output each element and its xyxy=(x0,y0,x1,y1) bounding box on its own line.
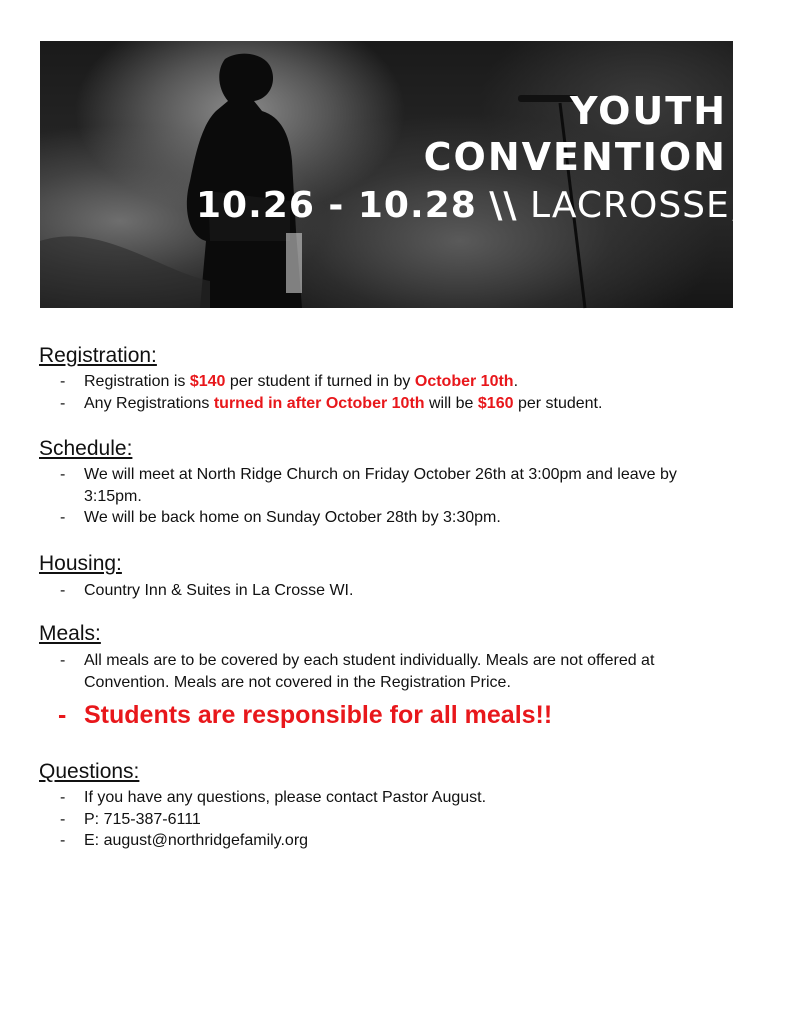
list-item: - If you have any questions, please contact Pastor August. xyxy=(39,787,729,809)
banner-dates: 10.26 - 10.28 xyxy=(196,185,477,226)
price-late: $160 xyxy=(477,394,514,412)
emphasis-text: Students are responsible for all meals!! xyxy=(84,701,553,729)
registration-heading: Registration: xyxy=(39,344,157,367)
list-item: - We will meet at North Ridge Church on Friday October 26th at 3:00pm and leave by 3:15pm. xyxy=(39,464,729,507)
phone-item: - P: 715-387-6111 xyxy=(39,809,729,831)
late-note: turned in after October 10th xyxy=(213,394,425,412)
list-item: - Country Inn & Suites in La Crosse WI. xyxy=(39,580,729,602)
housing-heading: Housing: xyxy=(39,552,122,575)
meals-emphasis xyxy=(39,700,729,730)
banner-location: LACROSSE, WI xyxy=(529,185,803,226)
schedule-section xyxy=(39,436,729,529)
text: will be xyxy=(424,394,478,412)
schedule-heading: Schedule: xyxy=(39,437,133,460)
list-item: - All meals are to be covered by each student individually. Meals are not offered at Convention. Meals are not covered in the Registration Price. xyxy=(39,650,729,693)
meals-heading: Meals: xyxy=(39,622,101,645)
text: per student if turned in by xyxy=(225,373,415,390)
price-early: $140 xyxy=(189,373,226,390)
text: per student. xyxy=(513,394,603,412)
housing-list xyxy=(39,580,729,602)
banner-dates-location xyxy=(196,185,803,227)
list-item xyxy=(39,393,729,415)
meals-section xyxy=(39,621,729,730)
banner-title-convention: CONVENTION xyxy=(423,135,727,179)
registration-list xyxy=(39,371,729,414)
schedule-list xyxy=(39,464,729,529)
text: . xyxy=(513,373,519,390)
email-item: - E: august@northridgefamily.org xyxy=(39,830,729,852)
meals-list xyxy=(39,650,729,693)
deadline-date: October 10th xyxy=(414,373,514,390)
emphasis-dash: - xyxy=(58,701,67,729)
hero-banner xyxy=(40,41,803,308)
list-item xyxy=(39,371,729,393)
text: Registration is xyxy=(84,373,190,390)
questions-heading: Questions: xyxy=(39,760,140,783)
banner-separator: \\ xyxy=(489,185,518,226)
questions-list xyxy=(39,787,729,852)
housing-section xyxy=(39,551,729,602)
questions-section xyxy=(39,759,729,852)
registration-section xyxy=(39,343,729,414)
list-item: - We will be back home on Sunday October 28th by 3:30pm. xyxy=(39,507,729,529)
text: Any Registrations xyxy=(84,394,214,412)
banner-title-youth: YOUTH xyxy=(569,89,727,133)
